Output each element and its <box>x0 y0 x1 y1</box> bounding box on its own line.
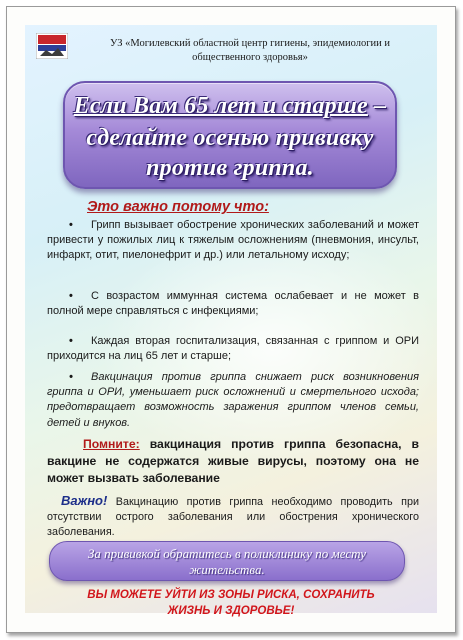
bullet-icon: • <box>69 371 73 383</box>
headline-line-1-text: Если Вам 65 лет и старше <box>73 93 368 119</box>
closing-slogan <box>55 587 407 619</box>
remember-note <box>47 436 419 487</box>
logo-icon <box>36 33 68 59</box>
poster-frame <box>6 6 456 633</box>
list-item-text: С возрастом иммунная система ослабевает и не может в полной мере справляться с инфекциями; <box>47 290 419 318</box>
remember-label: Помните: <box>83 437 140 451</box>
clinic-line-1: За прививкой обратитесь в поликлинику по месту <box>87 546 367 561</box>
list-item-text: Каждая вторая госпитализация, связанная с гриппом и ОРИ приходится на лиц 65 лет и старше; <box>47 335 419 363</box>
headline-line-3: против гриппа. <box>146 155 314 181</box>
poster <box>25 25 437 617</box>
organization-name <box>85 37 415 65</box>
list-item-text: Грипп вызывает обострение хронических заболеваний и может привести у пожилых лиц к тяжелым осложнениям (пневмония, инсульт, инфаркт, отит, пиелонефрит и др.) или летальному исходу; <box>47 219 419 262</box>
list-item <box>47 289 419 319</box>
important-note-text: Вакцинацию против гриппа необходимо проводить при отсутствии острого заболевания или обострения хронического заболевания. <box>47 496 419 538</box>
bullet-icon: • <box>69 290 73 302</box>
closing-line-1: ВЫ МОЖЕТЕ УЙТИ ИЗ ЗОНЫ РИСКА, СОХРАНИТЬ <box>87 589 375 601</box>
list-item <box>47 370 419 431</box>
bullet-icon: • <box>69 219 73 231</box>
remember-text: вакцинация против гриппа безопасна, в вакцине не содержатся живые вирусы, поэтому она не может вызвать заболевание <box>47 437 419 485</box>
org-line-2: общественного здоровья» <box>192 52 308 63</box>
important-note <box>47 493 419 540</box>
important-note-label: Важно! <box>61 493 108 508</box>
clinic-line-2: жительства. <box>189 562 265 577</box>
list-item <box>47 334 419 364</box>
list-item <box>47 218 419 264</box>
closing-line-2: ЖИЗНЬ И ЗДОРОВЬЕ! <box>167 605 295 617</box>
clinic-banner <box>49 541 405 581</box>
list-item-text: Вакцинация против гриппа снижает риск возникновения гриппа и ОРИ, уменьшает риск осложнений и смертельного исхода; предотвращает возможность заражения гриппом членов семьи, детей и внуков. <box>47 371 419 429</box>
headline-line-2: сделайте осенью прививку <box>86 125 374 151</box>
org-line-1: УЗ «Могилевский областной центр гигиены, эпидемиологии и <box>109 38 391 49</box>
headline-line-1-dash: – <box>367 93 387 119</box>
headline-line-1 <box>65 93 395 120</box>
bullet-icon: • <box>69 335 73 347</box>
headline-banner <box>63 81 397 189</box>
important-title: Это важно потому что: <box>87 199 269 215</box>
